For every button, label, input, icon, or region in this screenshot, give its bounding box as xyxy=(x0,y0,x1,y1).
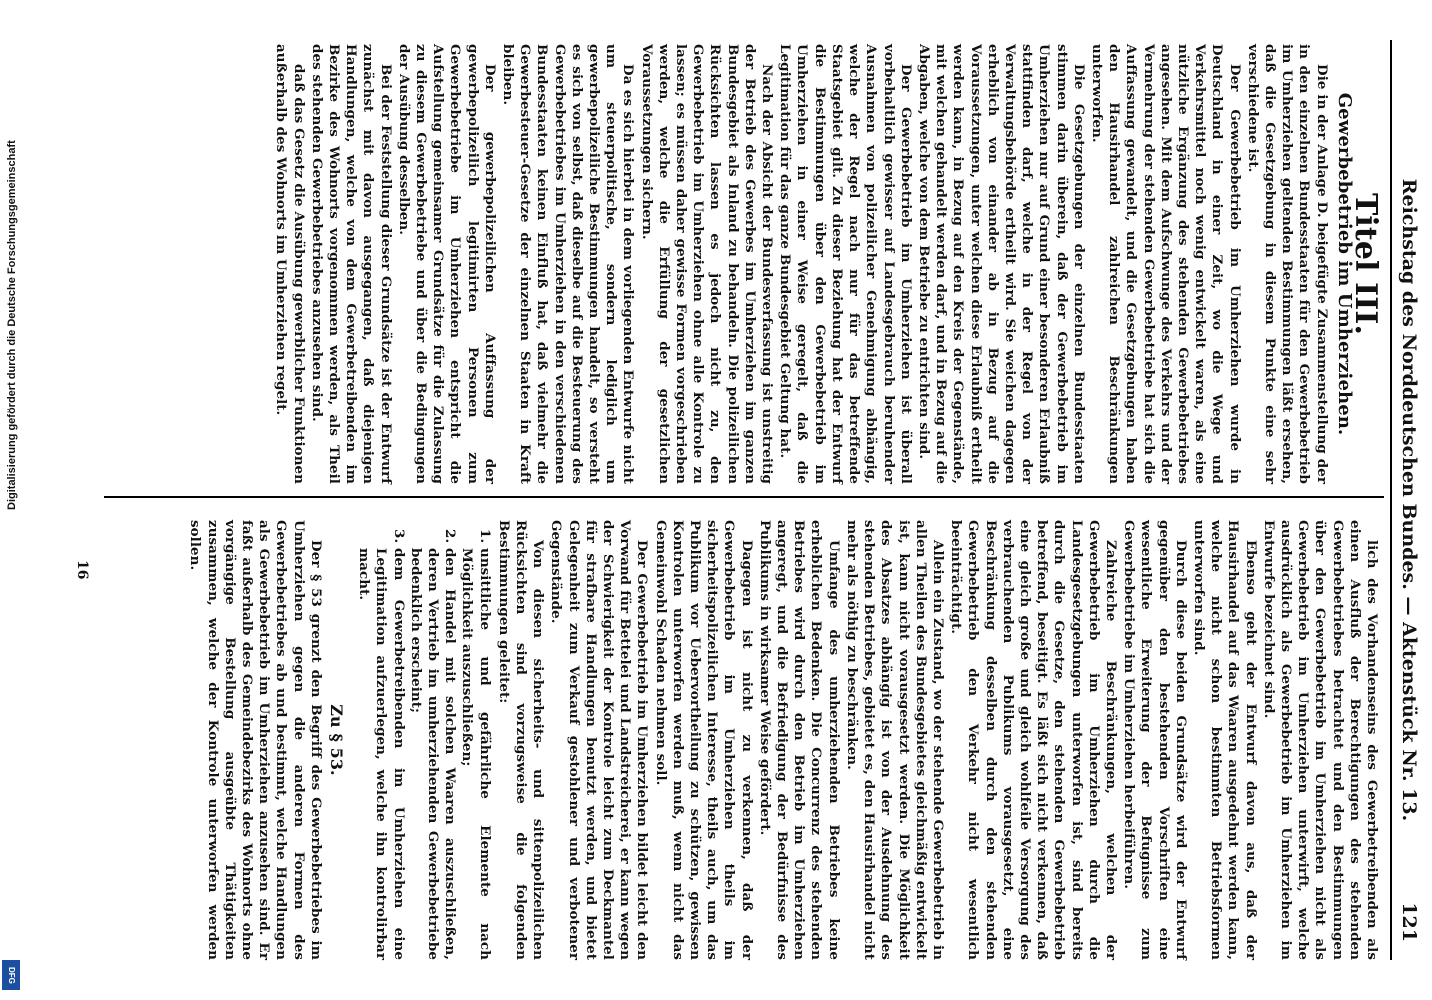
paragraph: lich des Vorhandenseins des Gewerbetreibenden als einen Ausfluß der Berechtigungen des stehenden Gewerbebetriebes betrachtet und den Bestimmungen über den Gewerbebetrieb im Umherziehen nicht als Gewerbebetrieb im Umherziehen unterwirft, welche ausdrücklich als Gewerbebetrieb im Umherziehen im Entwurfe bezeichnet sind. xyxy=(1260,520,1380,960)
paragraph: Bei der Feststellung dieser Grundsätze ist der Entwurf zunächst mit davon ausgegangen, daß diejenigen Handlungen, welche von dem Gewerbetreibenden im Bezirke des Wohnorts vorgenommen werden, als Theil des stehenden Gewerbebetriebes anzusehen sind. xyxy=(308,44,394,484)
paragraph: Die in der Anlage D. beigefügte Zusammenstellung der in den einzelnen Bundesstaaten für den Gewerbebetrieb im Umherziehen geltenden Bestimmungen läßt ersehen, daß die Gesetzgebung in diesem Punkte eine sehr verschiedene ist. xyxy=(1244,44,1330,484)
paragraph: Von diesen sicherheits- und sittenpolizeilichen Rücksichten sind vorzugsweise die folgenden Bestimmungen geleitet: xyxy=(495,520,547,960)
paragraph: Der § 53 grenzt den Begriff des Gewerbebetriebes im Umherziehen gegen die anderen Formen des Gewerbebetriebes ab und bestimmt, welche Handlungen als Gewerbebetrieb im Umherziehen anzusehen sind. Er faßt außerhalb des Gemeindebezirks des Wohnorts ohne vorgängige Bestellung ausgeübte Thätigkeiten zusammen, welche der Kontrole unterworfen werden sollen. xyxy=(187,520,324,960)
signature-mark: 16 xyxy=(74,560,90,580)
paragraph: Die Gesetzgebungen der einzelnen Bundesstaaten stimmen darin überein, daß der Gewerbebetrieb im Umherziehen nur auf Grund einer besonderen Erlaubniß stattfinden darf, welche in der Regel von der Verwaltungsbehörde ertheilt wird. Sie weichen dagegen erheblich von einander ab in Bezug auf die Voraussetzungen, unter welchen diese Erlaubniß ertheilt werden kann, in Bezug auf den Kreis der Gegenstände, mit welchen gehandelt werden darf, und in Bezug auf die Abgaben, welche von dem Betriebe zu entrichten sind. xyxy=(915,44,1087,484)
page-number: 121 xyxy=(1398,902,1420,942)
left-column xyxy=(271,44,1383,484)
paragraph: Der Gewerbebetrieb im Umherziehen ist überall vorbehaltlich gewisser auf Landesgebrauch beruhender Ausnahmen von polizeilicher Genehmigung abhängig, welche der Regel nach nur für das betreffende Staatsgebiet gilt. Zu dieser Beziehung hat der Entwurf die Bestimmungen über den Gewerbebetrieb im Umherziehen in einer Weise geregelt, daß die Legitimation für das ganze Bundesgebiet Geltung hat. xyxy=(777,44,914,484)
paragraph: Ebenso geht der Entwurf davon aus, daß der Hausirhandel auf das Waaren ausgedehnt werden kann, welche nicht schon bestimmten Betriebsformen unterworfen sind. xyxy=(1190,520,1259,960)
paragraph: Durch diese beiden Grundsätze wird der Entwurf gegenüber den bestehenden Vorschriften eine wesentliche Erweiterung der Befugnisse zum Gewerbebetriebe im Umherziehen herbeiführen. xyxy=(1121,520,1189,960)
right-column xyxy=(185,520,1380,960)
section-title: Titel III. xyxy=(1348,192,1383,336)
paragraph: Der Gewerbebetrieb im Umherziehen wurde in Deutschland in einer Zeit, wo die Wege und Verkehrsmittel noch wenig entwickelt waren, als eine nützliche Ergänzung des stehenden Gewerbebetriebes angesehen. Mit dem Aufschwunge des Verkehrs und der Vermehrung der stehenden Gewerbebetriebe hat sich die Auffassung gewandelt, und die Gesetzgebungen haben den Hausirhandel zahlreichen Beschränkungen unterworfen. xyxy=(1088,44,1243,484)
paragraph: Da es sich hierbei in dem vorliegenden Entwurfe nicht um steuerpolitische, sondern lediglich um gewerbepolizeiliche Bestimmungen handelt, so versteht es sich von selbst, daß dieselbe auf die Besteuerung des Gewerbebetriebes im Umherziehen in den verschiedenen Bundesstaaten keinen Einfluß hat, daß vielmehr die Gewerbesteuer-Gesetze der einzelnen Staaten in Kraft bleiben. xyxy=(500,44,637,484)
list-item: 1. unsittliche und gefährliche Elemente nach Möglichkeit auszuschließen; xyxy=(458,548,492,960)
header-rule xyxy=(1390,40,1392,960)
paragraph: Der gewerbepolizeilichen Auffassung der gewerbepolizeilich legitimirten Personen zum Gewerbebetriebe im Umherziehen entspricht die Aufstellung gemeinsamer Grundsätze für die Zulassung zu diesem Gewerbebetriebe und über die Bedingungen der Ausübung desselben. xyxy=(395,44,498,484)
section-subtitle: Gewerbebetrieb im Umherziehen. xyxy=(1333,92,1355,436)
dfg-logo-icon: DFG xyxy=(2,960,20,990)
page-header xyxy=(1390,40,1420,960)
paragraph: Nach der Absicht der Bundesverfassung ist unstreitig der Betrieb des Gewerbes im Umherziehen im ganzen Bundesgebiet als Inland zu behandeln. Die polizeilichen Rücksichten lassen es jedoch nicht zu, den Gewerbebetrieb im Umherziehen ohne alle Kontrole zu lassen; es müssen daher gewisse Formen vorgeschrieben werden, welche die Erfüllung der gesetzlichen Voraussetzungen sichern. xyxy=(638,44,776,484)
numbered-list xyxy=(355,520,493,960)
paragraph: daß das Gesetz die Ausübung gewerblicher Funktionen außerhalb des Wohnorts im Umherziehen regelt. xyxy=(273,44,307,484)
paragraph: Umfange des umherziehenden Betriebes keine erheblichen Bedenken. Die Concurrenz des stehenden Betriebes wird durch den Betrieb im Umherziehen angeregt, und die Befriedigung der Bedürfnisse des Publikums in wirksamer Weise gefördert. xyxy=(756,520,842,960)
section-heading: Zu § 53. xyxy=(327,704,347,776)
list-item: 2. den Handel mit solchen Waaren auszuschließen, deren Vertrieb im umherziehenden Gewerbebetriebe bedenklich erscheint; xyxy=(407,548,459,960)
paragraph: Allein ein Zustand, wo der stehende Gewerbebetrieb in allen Theilen des Bundesgebietes gleichmäßig entwickelt ist, kann nicht vorausgesetzt werden. Die Möglichkeit des Absatzes abhängig ist von der Ausdehnung des stehenden Betriebes, gebietet es, den Hausirhandel nicht mehr als nöthig zu beschränken. xyxy=(843,520,946,960)
paragraph: Der Gewerbebetrieb im Umherziehen bildet leicht den Vorwand für Bettelei und Landstreicherei, er kann wegen der Schwierigkeit der Kontrole leicht zum Deckmantel für strafbare Handlungen benutzt werden, und bietet Gelegenheit zum Verkauf gestohlener und verbotener Gegenstände. xyxy=(548,520,651,960)
column-divider xyxy=(104,496,1384,498)
list-item: 3. dem Gewerbetreibenden im Umherziehen eine Legitimation aufzuerlegen, welche ihn kontrolirbar macht. xyxy=(355,548,407,960)
running-title: Reichstag des Norddeutschen Bundes. — Aktenstück Nr. 13. xyxy=(1398,178,1420,822)
digitization-credit: Digitalisierung gefördert durch die Deutsche Forschungsgemeinschaft xyxy=(6,140,18,510)
paragraph: Dagegen ist nicht zu verkennen, daß der Gewerbebetrieb im Umherziehen theils im sicherheitspolizeilichen Interesse, theils auch, um das Publikum vor Uebervortheilung zu schützen, gewissen Kontrolen unterworfen werden muß, wenn nicht das Gemeinwohl Schaden nehmen soll. xyxy=(652,520,755,960)
paragraph: Zahlreiche Beschränkungen, welchen der Gewerbebetrieb im Umherziehen durch die Landesgesetzgebungen unterworfen ist, sind bereits durch die Gesetze, den stehenden Gewerbebetrieb betreffend, beseitigt. Es läßt sich nicht verkennen, daß eine gleich große und gleich wohlfeile Versorgung des verbrauchenden Publikums vorausgesetzt, eine Beschränkung desselben durch den stehenden Gewerbebetrieb den Verkehr nicht wesentlich beeinträchtigt. xyxy=(948,520,1119,960)
